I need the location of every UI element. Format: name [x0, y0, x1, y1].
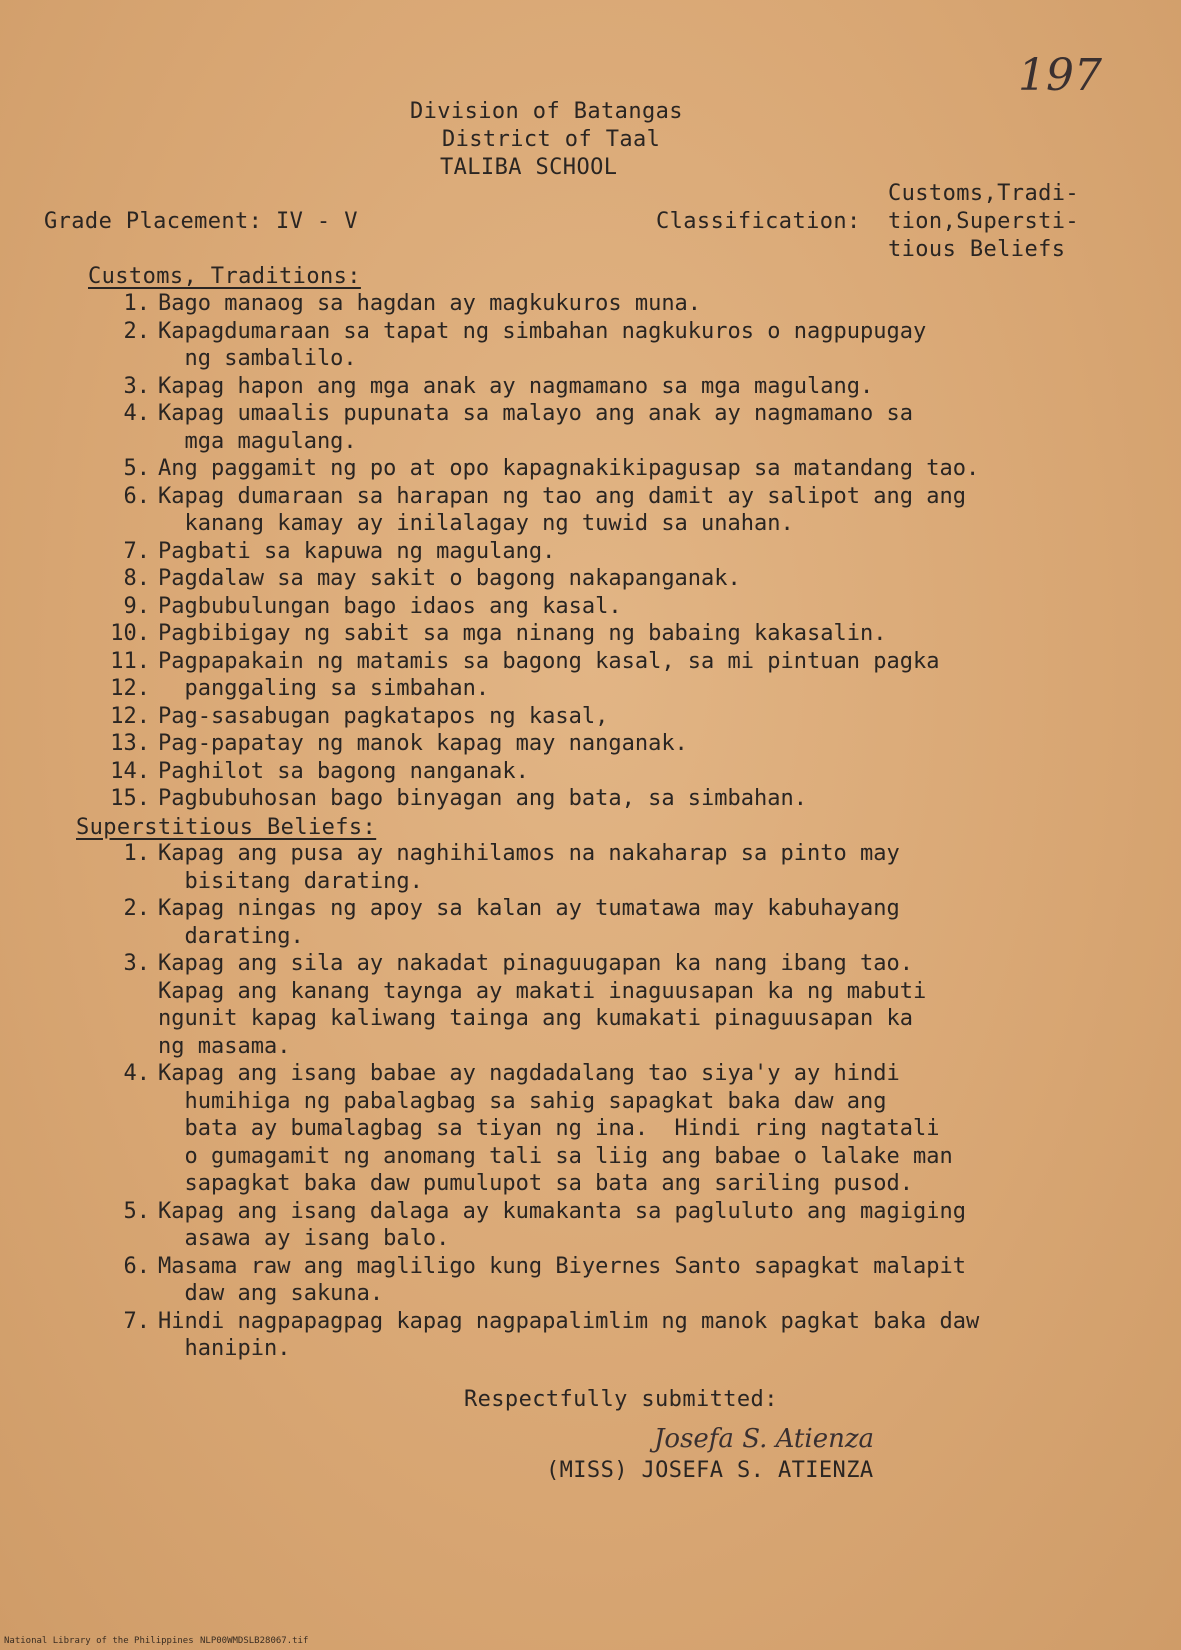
list-item-text: Kapag ang sila ay nakadat pinaguugapan ka nang ibang tao. [158, 951, 913, 976]
list-item-text: Kapag umaalis pupunata sa malayo ang anak ay nagmamano sa [158, 401, 913, 426]
list-item-text: Kapag ang kanang taynga ay makati inaguusapan ka ng mabuti [158, 978, 927, 1004]
list-item-number: 6. [123, 483, 150, 509]
list-item-text: ng sambalilo. [158, 346, 357, 371]
list-item-number: 9. [123, 593, 150, 619]
list-item-number: 2. [123, 896, 150, 921]
signatory-name: (MISS) JOSEFA S. ATIENZA [546, 1458, 874, 1483]
list-item-text: Masama raw ang magliligo kung Biyernes Santo sapagkat malapit [158, 1253, 966, 1279]
classification-value-1: Customs,Tradi- [888, 181, 1080, 206]
list-item-text: panggaling sa simbahan. [158, 676, 490, 701]
footer-filename: NLP00WMDSLB28067.tif [200, 1636, 309, 1646]
list-item-text: Kapag ningas ng apoy sa kalan ay tumatawa may kabuhayang [158, 896, 900, 921]
footer-library: National Library of the Philippines [4, 1636, 194, 1646]
list-item-number: 4. [123, 401, 150, 426]
list-item-text: Pagbati sa kapuwa ng magulang. [158, 538, 556, 564]
list-item-number: 3. [123, 373, 150, 399]
list-item-text: Kapag dumaraan sa harapan ng tao ang damit ay salipot ang ang [158, 483, 966, 509]
list-item-text: sapagkat baka daw pumulupot sa bata ang sariling pusod. [158, 1171, 913, 1196]
list-item-text: Pagbubulungan bago idaos ang kasal. [158, 593, 622, 619]
list-item-number: 14. [110, 758, 150, 784]
list-item-number: 13. [110, 731, 150, 756]
list-item-text: o gumagamit ng anomang tali sa liig ang babae o lalake man [158, 1143, 953, 1169]
list-item-text: Bago manaog sa hagdan ay magkukuros muna. [158, 291, 702, 316]
list-item-text: daw ang sakuna. [158, 1281, 384, 1306]
page-number-handwritten: 197 [1018, 50, 1102, 101]
header-district: District of Taal [442, 127, 661, 152]
list-item-text: ng masama. [158, 1033, 291, 1059]
list-item-text: mga magulang. [158, 428, 357, 454]
list-item-text: humihiga ng pabalagbag sa sahig sapagkat baka daw ang [158, 1088, 887, 1114]
list-item-number: 12. [110, 676, 150, 701]
list-item-number: 3. [123, 951, 150, 976]
header-school: TALIBA SCHOOL [440, 155, 618, 180]
list-item-text: Pag-papatay ng manok kapag may nanganak. [158, 731, 688, 756]
list-item-text: Ang paggamit ng po at opo kapagnakikipagusap sa matandang tao. [158, 456, 980, 481]
list-item-text: ngunit kapag kaliwang tainga ang kumakati pinaguusapan ka [158, 1006, 913, 1031]
header-division: Division of Batangas [410, 99, 683, 124]
closing-text: Respectfully submitted: [464, 1387, 778, 1412]
list-item-text: bata ay bumalagbag sa tiyan ng ina. Hindi ring nagtatali [158, 1116, 940, 1141]
list-item-text: Kapag ang isang babae ay nagdadalang tao siya'y ay hindi [158, 1061, 900, 1086]
grade-placement: Grade Placement: IV - V [44, 209, 358, 234]
list-item-text: Pagpapakain ng matamis sa bagong kasal, sa mi pintuan pagka [158, 648, 940, 674]
list-item-number: 12. [110, 703, 150, 729]
list-item-text: kanang kamay ay inilalagay ng tuwid sa unahan. [158, 511, 794, 536]
list-item-text: Kapagdumaraan sa tapat ng simbahan nagkukuros o nagpupugay [158, 318, 927, 344]
list-item-number: 5. [123, 456, 150, 481]
list-item-text: Kapag ang pusa ay naghihilamos na nakaharap sa pinto may [158, 841, 900, 866]
superstitions-heading: Superstitious Beliefs: [76, 815, 377, 840]
list-item-text: Pagbibigay ng sabit sa mga ninang ng babaing kakasalin. [158, 621, 887, 646]
classification-value-2: tion,Supersti- [888, 209, 1080, 234]
signature: Josefa S. Atienza [654, 1424, 875, 1454]
list-item-number: 4. [123, 1061, 150, 1086]
classification-value-3: tious Beliefs [888, 237, 1066, 262]
classification-label: Classification: [656, 209, 861, 234]
list-item-number: 1. [123, 841, 150, 866]
list-item-text: Kapag hapon ang mga anak ay nagmamano sa mga magulang. [158, 373, 874, 399]
list-item-number: 7. [123, 1308, 150, 1334]
list-item-number: 11. [110, 648, 150, 674]
list-item-number: 15. [110, 786, 150, 811]
list-item-number: 6. [123, 1253, 150, 1279]
list-item-text: hanipin. [158, 1336, 291, 1361]
list-item-text: darating. [158, 923, 304, 949]
list-item-number: 2. [123, 318, 150, 344]
list-item-text: asawa ay isang balo. [158, 1226, 450, 1251]
list-item-number: 5. [123, 1198, 150, 1224]
list-item-text: Paghilot sa bagong nanganak. [158, 758, 529, 784]
list-item-text: Pagdalaw sa may sakit o bagong nakapanganak. [158, 566, 741, 591]
list-item-number: 8. [123, 566, 150, 591]
list-item-number: 1. [123, 291, 150, 316]
list-item-text: bisitang darating. [158, 868, 423, 894]
list-item-text: Hindi nagpapagpag kapag nagpapalimlim ng manok pagkat baka daw [158, 1308, 980, 1334]
list-item-text: Pag-sasabugan pagkatapos ng kasal, [158, 703, 609, 729]
list-item-number: 7. [123, 538, 150, 564]
customs-heading: Customs, Traditions: [88, 264, 361, 289]
list-item-number: 10. [110, 621, 150, 646]
list-item-text: Kapag ang isang dalaga ay kumakanta sa pagluluto ang magiging [158, 1198, 966, 1224]
list-item-text: Pagbubuhosan bago binyagan ang bata, sa simbahan. [158, 786, 808, 811]
